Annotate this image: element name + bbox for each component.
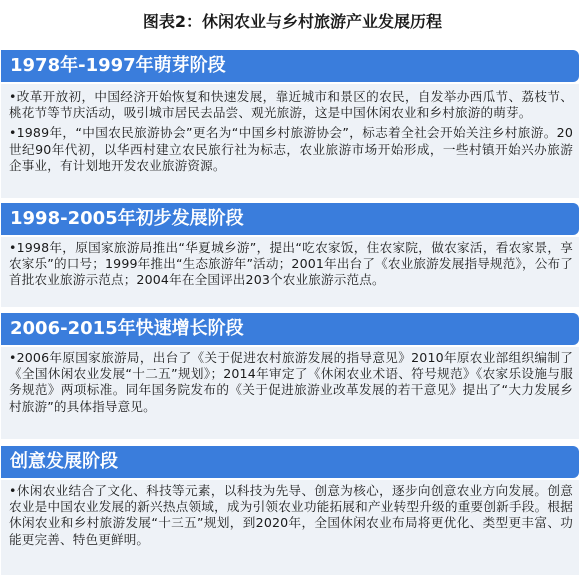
stage-1-heading: 1978年-1997年萌芽阶段 [1, 50, 579, 82]
stage-1-paragraph-2: •1989年，“中国农民旅游协会”更名为“中国乡村旅游协会”，标志着全社会开始关注乡村旅游。20世纪90年代初，以华西村建立农民旅行社为标志，农业旅游市场开始形成，一些村镇开始兴办旅游企事业，有计划地开发农业旅游资源。 [9, 125, 573, 173]
stage-3-body [1, 347, 579, 439]
stage-4-paragraph-1: •休闲农业结合了文化、科技等元素，以科技为先导、创意为核心，逐步向创意农业方向发展。创意农业是中国农业发展的新兴热点领域，成为引领农业功能拓展和产业转型升级的重要创新手段。根据休闲农业和乡村旅游发展“十三五”规划，到2020年，全国休闲农业布局将更优化、类型更丰富、功能更完善、特色更鲜明。 [9, 483, 573, 547]
figure-title: 图表2：休闲农业与乡村旅游产业发展历程 [142, 12, 443, 31]
stage-2-heading: 1998-2005年初步发展阶段 [1, 203, 579, 235]
stage-4-heading: 创意发展阶段 [1, 446, 579, 478]
stage-1-body [1, 84, 579, 198]
stage-2-paragraph-1: •1998年，原国家旅游局推出“华夏城乡游”，提出“吃农家饭，住农家院，做农家活，看农家景，享农家乐”的口号；1999年推出“生态旅游年”活动；2001年出台了《农业旅游发展指导规范》，公布了首批农业旅游示范点；2004年在全国评出203个农业旅游示范点。 [9, 240, 573, 288]
stage-4-body [1, 480, 579, 575]
stage-1-paragraph-1: •改革开放初，中国经济开始恢复和快速发展，靠近城市和景区的农民，自发举办西瓜节、荔枝节、桃花节等节庆活动，吸引城市居民去品尝、观光旅游，这是中国休闲农业和乡村旅游的萌芽。 [9, 89, 573, 121]
stage-3-heading: 2006-2015年快速增长阶段 [1, 313, 579, 345]
stage-3-paragraph-1: •2006年原国家旅游局，出台了《关于促进农村旅游发展的指导意见》2010年原农业部组织编制了《全国休闲农业发展“十二五”规划》；2014年审定了《休闲农业术语、符号规范》《农家乐设施与服务规范》两项标准。同年国务院发布的《关于促进旅游业改革发展的若干意见》提出了“大力发展乡村旅游”的具体指导意见。 [9, 350, 573, 414]
stage-2-body [1, 237, 579, 307]
